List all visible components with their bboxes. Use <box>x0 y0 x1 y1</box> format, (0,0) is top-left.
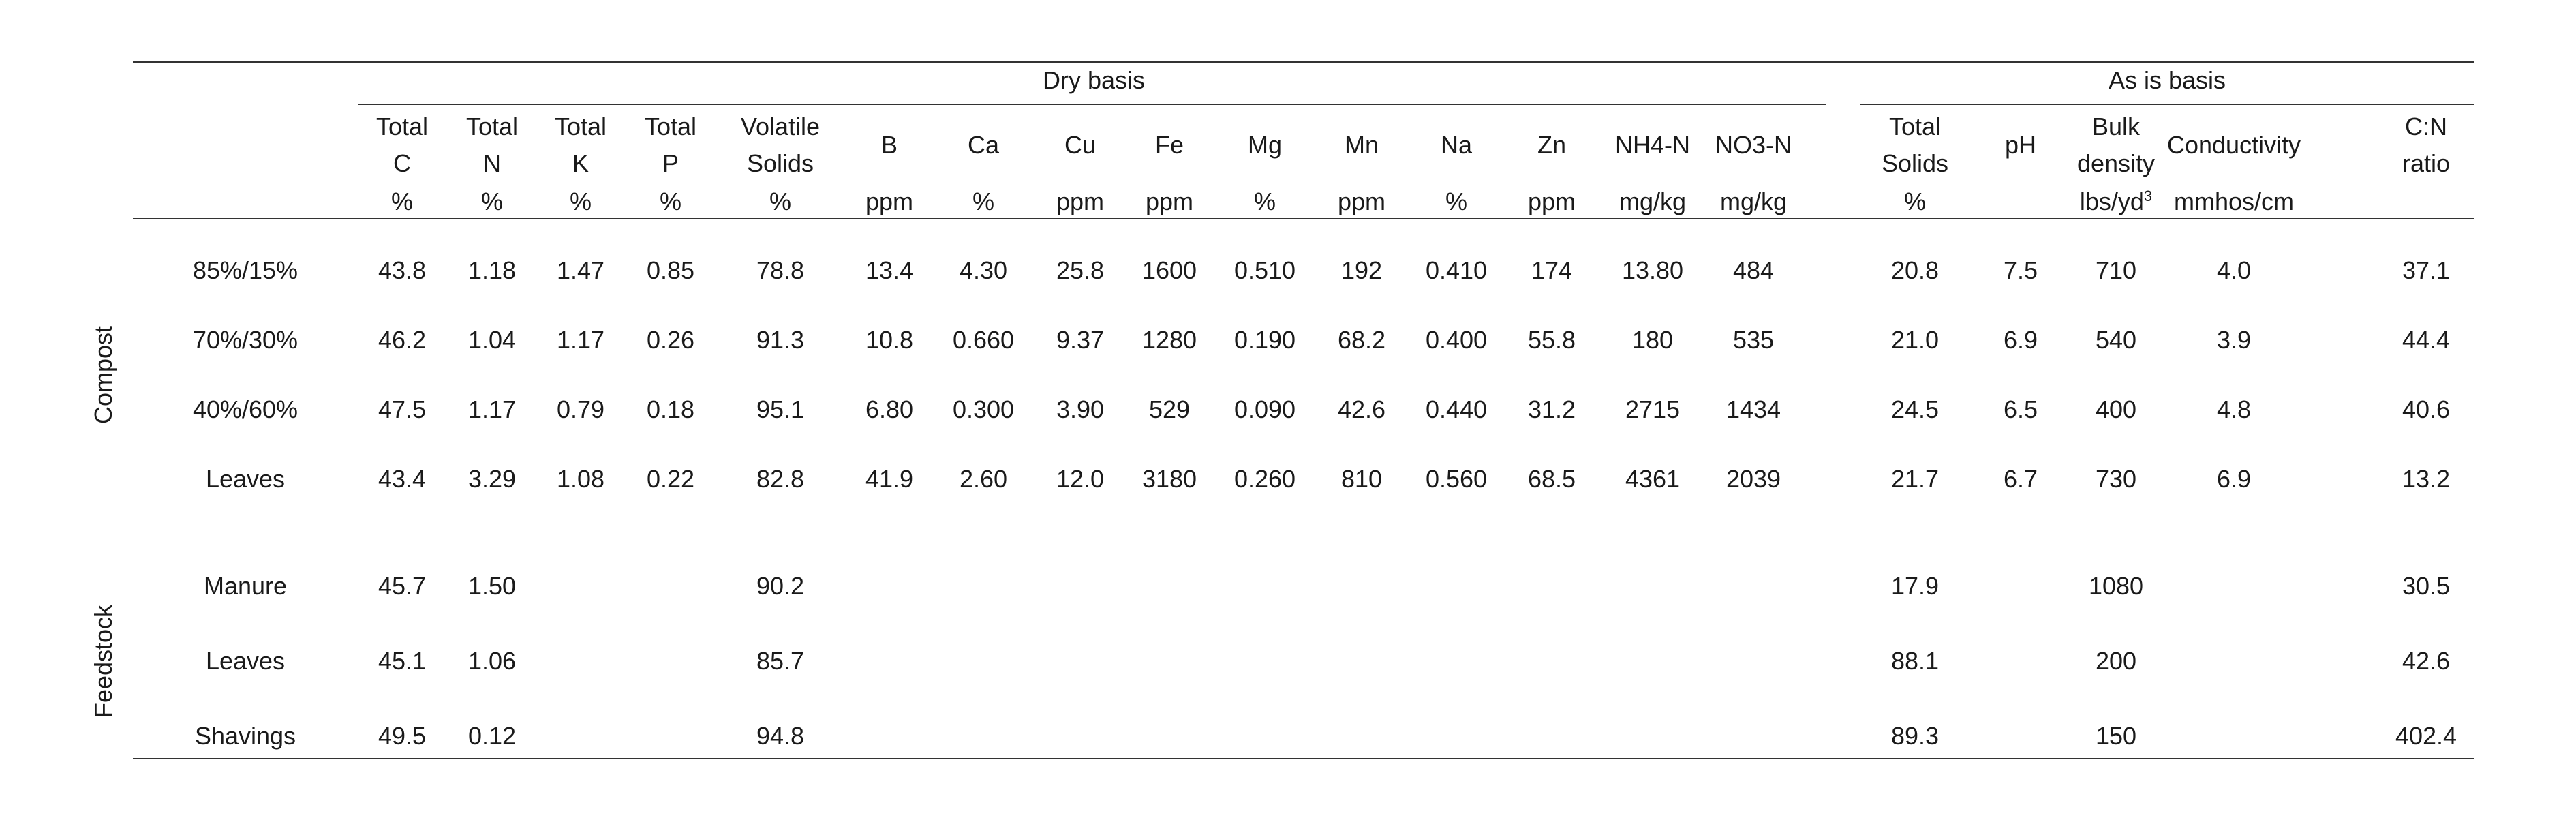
column-unit-total-solids: % <box>1903 187 1927 215</box>
table-cell: 37.1 <box>2402 256 2451 284</box>
table-cell: 21.0 <box>1890 326 1939 354</box>
table-cell: 30.5 <box>2402 572 2451 600</box>
table-cell: 0.190 <box>1233 326 1296 354</box>
table-cell: 6.9 <box>2216 465 2252 493</box>
table-cell: 710 <box>2095 256 2137 284</box>
table-cell: 10.8 <box>865 326 914 354</box>
column-unit-total-n: % <box>480 187 504 215</box>
column-unit-total-c: % <box>390 187 414 215</box>
table-cell: 1.06 <box>467 647 517 675</box>
table-cell: 2715 <box>1625 395 1681 423</box>
table-cell: 0.12 <box>467 722 517 750</box>
table-cell: 95.1 <box>756 395 805 423</box>
header-bottom-rule <box>133 218 2474 219</box>
table-cell: 484 <box>1732 256 1775 284</box>
table-cell: 89.3 <box>1890 722 1939 750</box>
column-header-total-p: P <box>662 149 679 177</box>
table-cell: 2.60 <box>959 465 1008 493</box>
column-unit-zn: ppm <box>1527 187 1576 215</box>
table-cell: 49.5 <box>378 722 427 750</box>
column-header-total-p: Total <box>644 112 697 140</box>
column-unit-mg: % <box>1253 187 1276 215</box>
table-cell: 1.17 <box>467 395 517 423</box>
table-cell: 0.510 <box>1233 256 1296 284</box>
column-header-total-solids: Solids <box>1881 149 1949 177</box>
column-header-total-n: N <box>483 149 501 177</box>
table-cell: 1600 <box>1141 256 1197 284</box>
column-header-total-k: K <box>572 149 589 177</box>
column-header-no3-n: NO3-N <box>1715 131 1792 159</box>
row-label: Manure <box>203 572 288 600</box>
as-is-basis-header: As is basis <box>2108 66 2226 94</box>
column-unit-conductivity: mmhos/cm <box>2173 187 2295 215</box>
table-cell: 3.90 <box>1056 395 1105 423</box>
group-label-feedstock: Feedstock <box>89 604 117 718</box>
column-unit-total-k: % <box>569 187 592 215</box>
table-cell: 45.1 <box>378 647 427 675</box>
table-cell: 1080 <box>2088 572 2144 600</box>
column-header-mg: Mg <box>1247 131 1283 159</box>
group-label-compost: Compost <box>89 325 117 425</box>
column-header-volatile-solids: Solids <box>746 149 814 177</box>
table-cell: 20.8 <box>1890 256 1939 284</box>
table-cell: 17.9 <box>1890 572 1939 600</box>
column-header-b: B <box>880 131 898 159</box>
column-header-na: Na <box>1440 131 1473 159</box>
column-unit-mn: ppm <box>1337 187 1386 215</box>
table-cell: 88.1 <box>1890 647 1939 675</box>
table-cell: 1280 <box>1141 326 1197 354</box>
column-unit-na: % <box>1445 187 1468 215</box>
table-cell: 535 <box>1732 326 1775 354</box>
table-cell: 68.5 <box>1527 465 1576 493</box>
table-top-rule <box>133 61 2474 63</box>
table-cell: 6.5 <box>2003 395 2038 423</box>
table-cell: 2039 <box>1726 465 1781 493</box>
column-header-mn: Mn <box>1344 131 1379 159</box>
column-header-c-n-ratio: ratio <box>2402 149 2451 177</box>
column-unit-volatile-solids: % <box>769 187 792 215</box>
column-unit-b: ppm <box>865 187 914 215</box>
table-bottom-rule <box>133 758 2474 759</box>
row-label: Shavings <box>194 722 296 750</box>
table-cell: 0.410 <box>1425 256 1488 284</box>
table-cell: 82.8 <box>756 465 805 493</box>
table-cell: 44.4 <box>2402 326 2451 354</box>
table-cell: 31.2 <box>1527 395 1576 423</box>
table-cell: 21.7 <box>1890 465 1939 493</box>
column-header-total-c: Total <box>375 112 429 140</box>
row-label: Leaves <box>205 465 286 493</box>
dry-basis-header: Dry basis <box>1042 66 1146 94</box>
table-cell: 6.80 <box>865 395 914 423</box>
table-cell: 0.660 <box>952 326 1015 354</box>
column-header-ph: pH <box>2004 131 2037 159</box>
table-cell: 150 <box>2095 722 2137 750</box>
unit-superscript: 3 <box>2143 187 2153 204</box>
table-cell: 540 <box>2095 326 2137 354</box>
table-cell: 24.5 <box>1890 395 1939 423</box>
column-header-zn: Zn <box>1537 131 1567 159</box>
table-cell: 174 <box>1531 256 1573 284</box>
table-cell: 0.22 <box>646 465 695 493</box>
table-cell: 730 <box>2095 465 2137 493</box>
column-header-bulk-density: Bulk <box>2091 112 2141 140</box>
column-header-fe: Fe <box>1154 131 1184 159</box>
table-cell: 0.090 <box>1233 395 1296 423</box>
table-cell: 1.17 <box>556 326 605 354</box>
column-header-total-c: C <box>393 149 411 177</box>
table-cell: 43.8 <box>378 256 427 284</box>
as-is-basis-rule <box>1860 104 2474 105</box>
table-cell: 4.30 <box>959 256 1008 284</box>
column-header-cu: Cu <box>1064 131 1097 159</box>
table-cell: 4.0 <box>2216 256 2252 284</box>
column-header-ca: Ca <box>967 131 1000 159</box>
row-label: 40%/60% <box>192 395 298 423</box>
table-cell: 43.4 <box>378 465 427 493</box>
table-cell: 0.300 <box>952 395 1015 423</box>
table-cell: 400 <box>2095 395 2137 423</box>
table-cell: 0.18 <box>646 395 695 423</box>
table-cell: 55.8 <box>1527 326 1576 354</box>
table-cell: 4.8 <box>2216 395 2252 423</box>
dry-basis-rule <box>358 104 1826 105</box>
table-cell: 0.400 <box>1425 326 1488 354</box>
table-cell: 1.50 <box>467 572 517 600</box>
table-cell: 94.8 <box>756 722 805 750</box>
column-header-total-solids: Total <box>1888 112 1942 140</box>
column-header-total-n: Total <box>465 112 519 140</box>
row-label: 70%/30% <box>192 326 298 354</box>
table-cell: 0.85 <box>646 256 695 284</box>
column-unit-bulk-density: lbs/$yd^3$ <box>2079 187 2153 215</box>
table-cell: 90.2 <box>756 572 805 600</box>
table-cell: 200 <box>2095 647 2137 675</box>
column-header-volatile-solids: Volatile <box>740 112 821 140</box>
table-cell: 0.440 <box>1425 395 1488 423</box>
table-cell: 6.7 <box>2003 465 2038 493</box>
table-cell: 45.7 <box>378 572 427 600</box>
table-cell: 3180 <box>1141 465 1197 493</box>
table-cell: 1.18 <box>467 256 517 284</box>
table-cell: 1.04 <box>467 326 517 354</box>
table-cell: 3.9 <box>2216 326 2252 354</box>
table-cell: 4361 <box>1625 465 1681 493</box>
table-cell: 1434 <box>1726 395 1781 423</box>
table-cell: 0.79 <box>556 395 605 423</box>
table-cell: 47.5 <box>378 395 427 423</box>
column-unit-cu: ppm <box>1056 187 1105 215</box>
row-label: Leaves <box>205 647 286 675</box>
table-cell: 40.6 <box>2402 395 2451 423</box>
column-header-total-k: Total <box>554 112 607 140</box>
row-label: 85%/15% <box>192 256 298 284</box>
table-cell: 6.9 <box>2003 326 2038 354</box>
table-cell: 402.4 <box>2395 722 2457 750</box>
table-cell: 85.7 <box>756 647 805 675</box>
column-header-c-n-ratio: C:N <box>2405 112 2447 140</box>
table-cell: 25.8 <box>1056 256 1105 284</box>
table-cell: 13.2 <box>2402 465 2451 493</box>
column-unit-ca: % <box>972 187 995 215</box>
table-cell: 9.37 <box>1056 326 1105 354</box>
table-cell: 13.80 <box>1621 256 1684 284</box>
column-unit-no3-n: mg/kg <box>1719 187 1788 215</box>
table-cell: 529 <box>1148 395 1191 423</box>
table-cell: 78.8 <box>756 256 805 284</box>
table-cell: 0.260 <box>1233 465 1296 493</box>
column-header-conductivity: Conductivity <box>2166 131 2301 159</box>
table-cell: 13.4 <box>865 256 914 284</box>
column-unit-nh4-n: mg/kg <box>1619 187 1687 215</box>
table-cell: 192 <box>1340 256 1383 284</box>
table-cell: 3.29 <box>467 465 517 493</box>
table-cell: 41.9 <box>865 465 914 493</box>
table-cell: 7.5 <box>2003 256 2038 284</box>
column-unit-fe: ppm <box>1145 187 1194 215</box>
column-unit-total-p: % <box>659 187 682 215</box>
table-cell: 1.47 <box>556 256 605 284</box>
column-header-nh4-n: NH4-N <box>1614 131 1691 159</box>
table-cell: 42.6 <box>1337 395 1386 423</box>
column-header-bulk-density: density <box>2076 149 2156 177</box>
table-cell: 810 <box>1340 465 1383 493</box>
table-cell: 42.6 <box>2402 647 2451 675</box>
table-cell: 0.26 <box>646 326 695 354</box>
table-cell: 91.3 <box>756 326 805 354</box>
table-cell: 12.0 <box>1056 465 1105 493</box>
table-cell: 46.2 <box>378 326 427 354</box>
table-cell: 1.08 <box>556 465 605 493</box>
table-cell: 180 <box>1631 326 1674 354</box>
table-cell: 68.2 <box>1337 326 1386 354</box>
table-cell: 0.560 <box>1425 465 1488 493</box>
